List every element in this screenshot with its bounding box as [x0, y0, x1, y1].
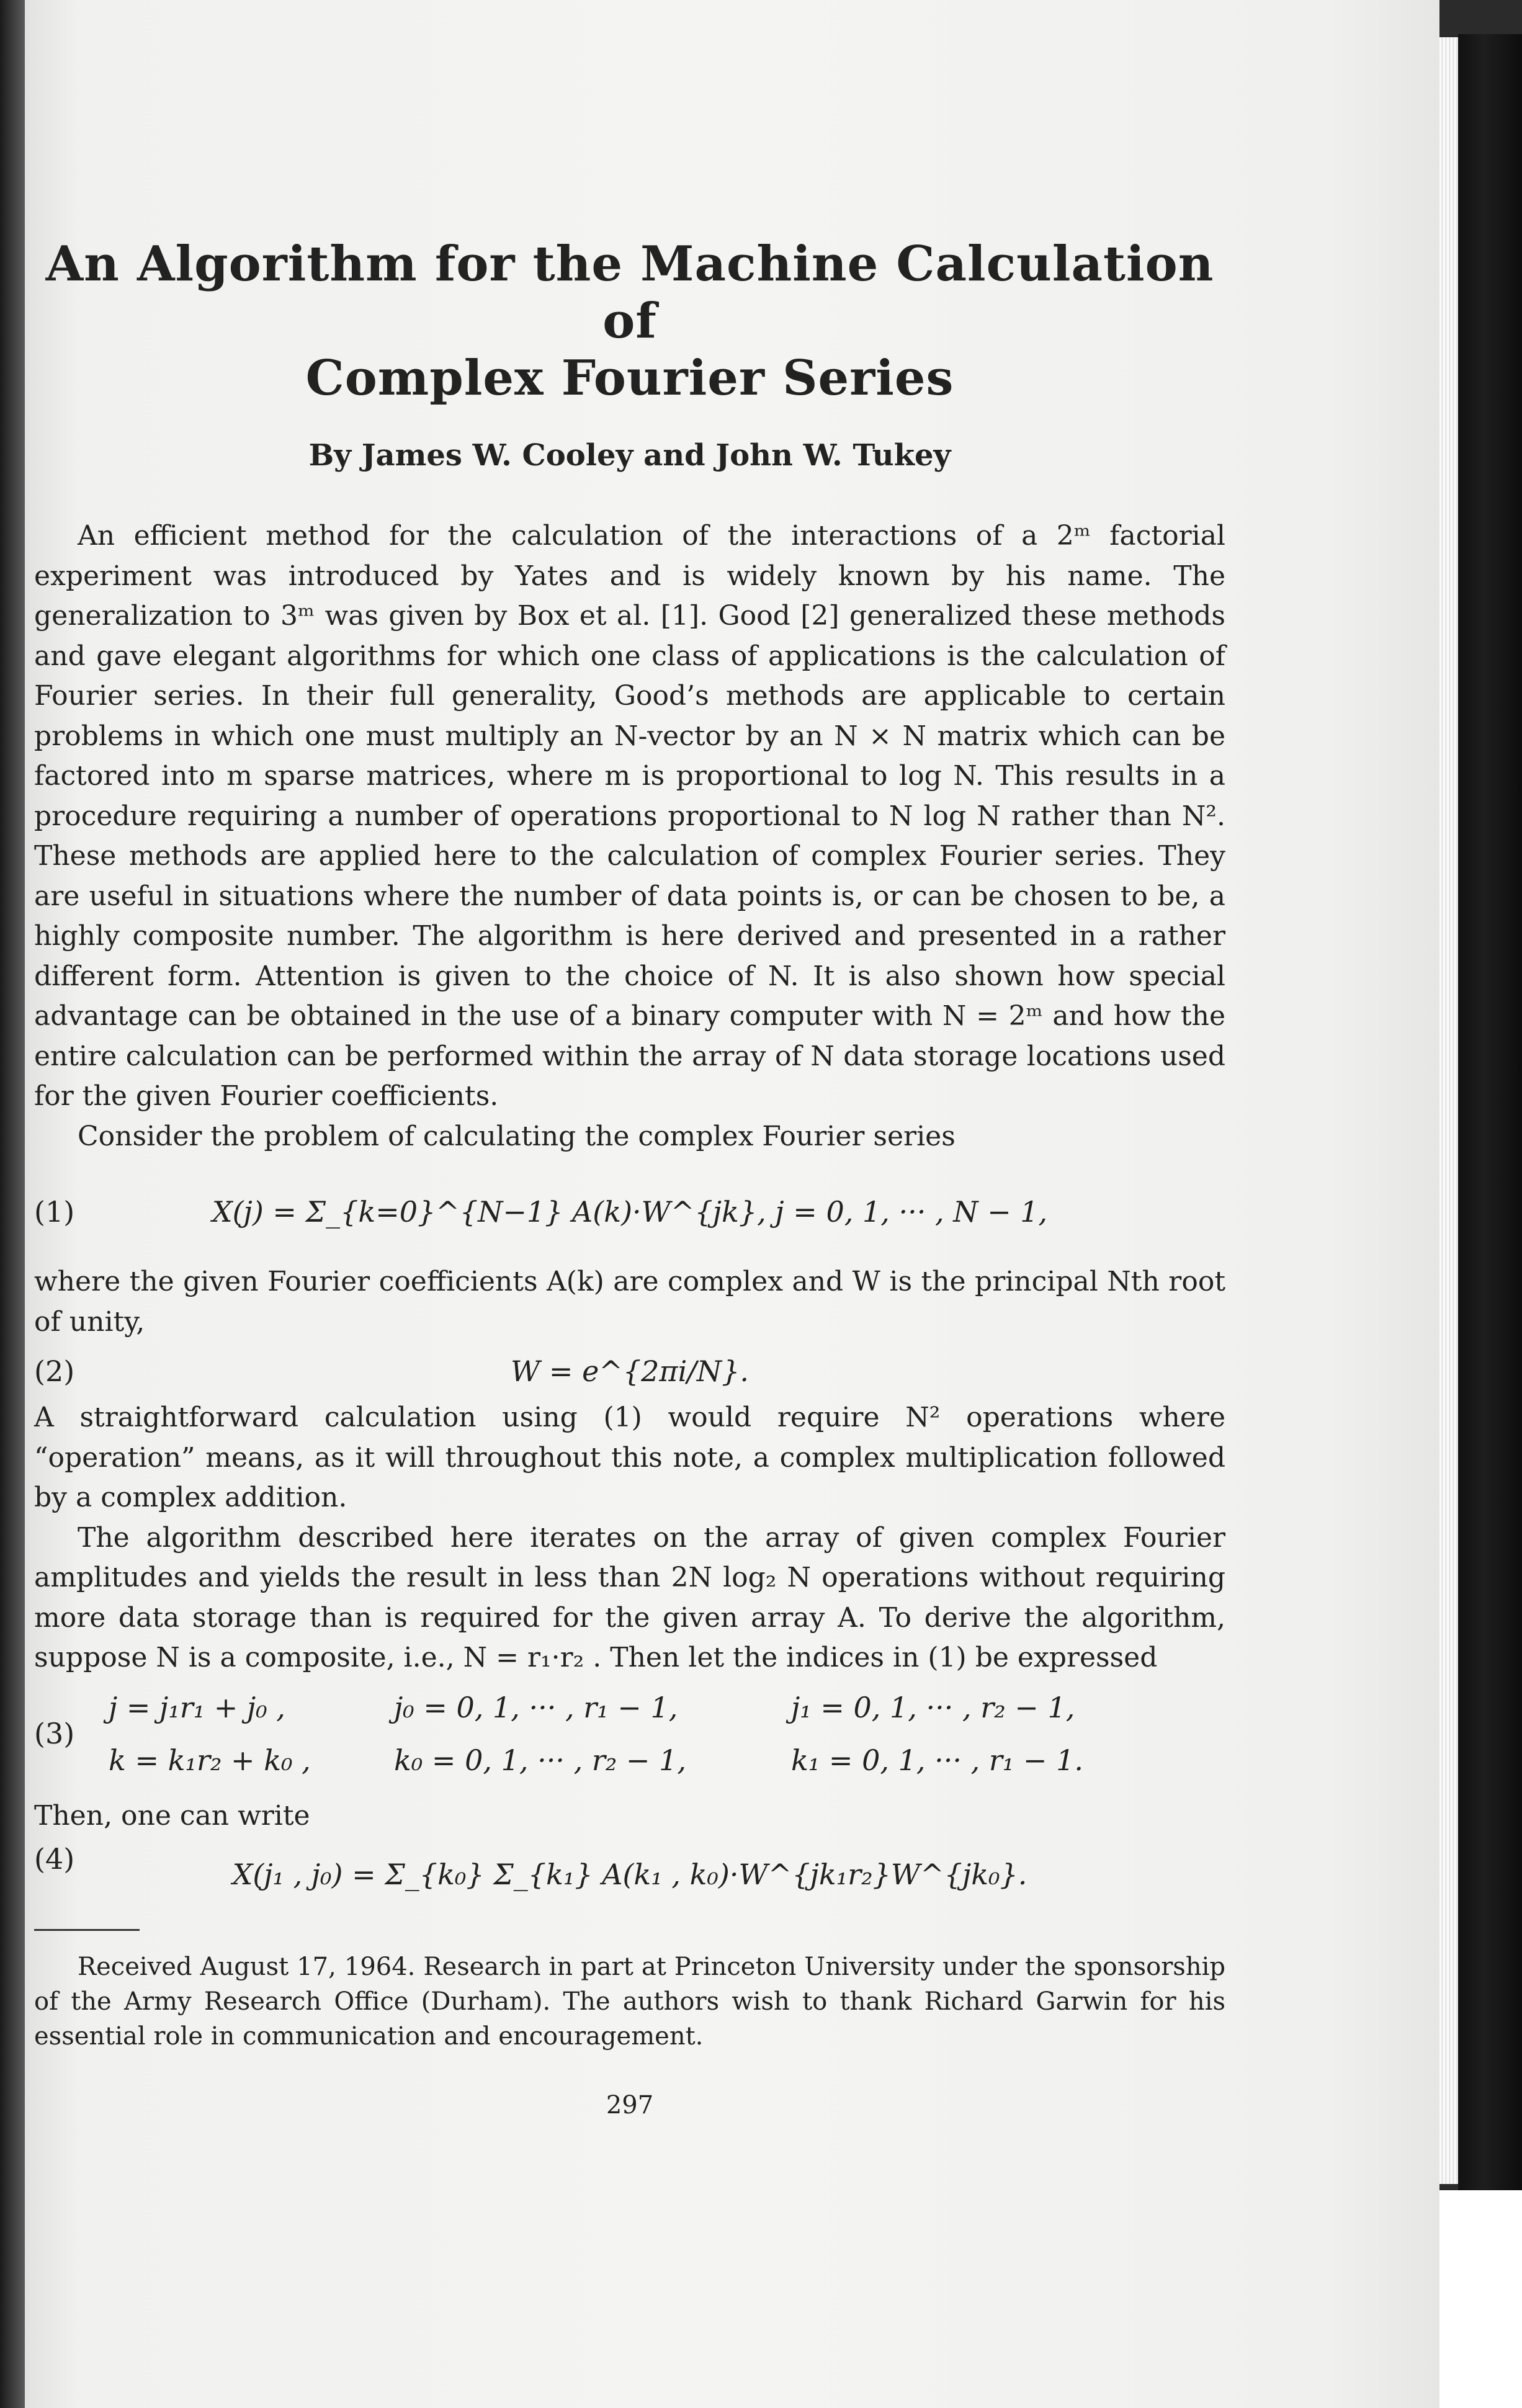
equation-4: [34, 1836, 1225, 1904]
book-cover: [1458, 34, 1522, 2190]
equation-1-label: (1): [34, 1195, 75, 1229]
article-title: [34, 236, 1225, 407]
page-number: 297: [606, 2091, 654, 2119]
eq3-k0-range: k₀ = 0, 1, ··· , r₂ − 1,: [394, 1743, 686, 1777]
abstract-paragraph: An efficient method for the calculation of the interactions of a 2ᵐ factorial experiment was introduced by Yates and is widely known by his name. The generalization to 3ᵐ was given by Box et al. [1]. Good [2] generalized these methods and gave elegant algorithms for which one class of applications is the calculation of Fourier series. In their full generality, Good’s methods are applicable to certain problems in which one must multiply an N-vector by an N × N matrix which can be factored into m sparse matrices, where m is proportional to log N. This results in a procedure requiring a number of operations proportional to N log N rather than N². These methods are applied here to the calculation of complex Fourier series. They are useful in situations where the number of data points is, or can be chosen to be, a highly composite number. The algorithm is here derived and presented in a rather different form. Attention is given to the choice of N. It is also shown how special advantage can be obtained in the use of a binary computer with N = 2ᵐ and how the entire calculation can be performed within the array of N data storage locations used for the given Fourier coefficients.: [34, 520, 1225, 1112]
title-line-1: An Algorithm for the Machine Calculation of: [45, 236, 1214, 349]
equation-4-label: (4): [34, 1842, 75, 1876]
equation-3: [34, 1678, 1225, 1796]
paragraph-where: where the given Fourier coefficients A(k) are complex and W is the principal Nth root of unity,: [34, 1266, 1225, 1338]
byline: By James W. Cooley and John W. Tukey: [308, 438, 951, 473]
equation-3-line-1: [109, 1691, 1225, 1724]
paragraph-straightforward: A straightforward calculation using (1) would require N² operations where “operation” means, as it will throughout this note, a complex multiplication followed by a complex addition.: [34, 1402, 1225, 1513]
background: [1439, 2190, 1522, 2408]
book-gutter: [0, 0, 25, 2408]
eq3-j1-range: j₁ = 0, 1, ··· , r₂ − 1,: [791, 1690, 1075, 1724]
footnote: Received August 17, 1964. Research in part at Princeton University under the sponsorship of the Army Research Office (Durham). The authors wish to thank Richard Garwin for his essential role in communication and encouragement.: [34, 1953, 1225, 2051]
equation-1-body: X(j) = Σ_{k=0}^{N−1} A(k)·W^{jk}, j = 0, 1, ··· , N − 1,: [212, 1195, 1048, 1229]
equation-2-label: (2): [34, 1354, 75, 1388]
footnote-rule: [34, 1929, 140, 1931]
page-edges: [1439, 37, 1458, 2184]
eq3-j0-range: j₀ = 0, 1, ··· , r₁ − 1,: [394, 1690, 678, 1724]
eq3-k-expression: k = k₁r₂ + k₀ ,: [109, 1743, 311, 1777]
equation-2-body: W = e^{2πi/N}.: [511, 1354, 749, 1388]
paragraph-consider: Consider the problem of calculating the complex Fourier series: [78, 1120, 956, 1152]
paragraph-algorithm: The algorithm described here iterates on the array of given complex Fourier amplitudes and yields the result in less than 2N log₂ N operations without requiring more data storage than is required for the given array A. To derive the algorithm, suppose N is a composite, i.e., N = r₁·r₂ . Then let the indices in (1) be expressed: [34, 1521, 1225, 1673]
equation-2: [34, 1342, 1225, 1398]
equation-3-line-2: [109, 1743, 1225, 1777]
article-content: [34, 236, 1225, 2119]
equation-4-body: X(j₁ , j₀) = Σ_{k₀} Σ_{k₁} A(k₁ , k₀)·W^{jk₁r₂}W^{jk₀}.: [232, 1858, 1027, 1891]
eq3-k1-range: k₁ = 0, 1, ··· , r₁ − 1.: [791, 1743, 1083, 1777]
equation-3-label: (3): [34, 1716, 75, 1750]
journal-page: [25, 0, 1439, 2408]
title-line-2: Complex Fourier Series: [305, 350, 954, 406]
paragraph-then: Then, one can write: [34, 1799, 310, 1832]
eq3-j-expression: j = j₁r₁ + j₀ ,: [109, 1690, 285, 1724]
equation-1: [34, 1157, 1225, 1262]
